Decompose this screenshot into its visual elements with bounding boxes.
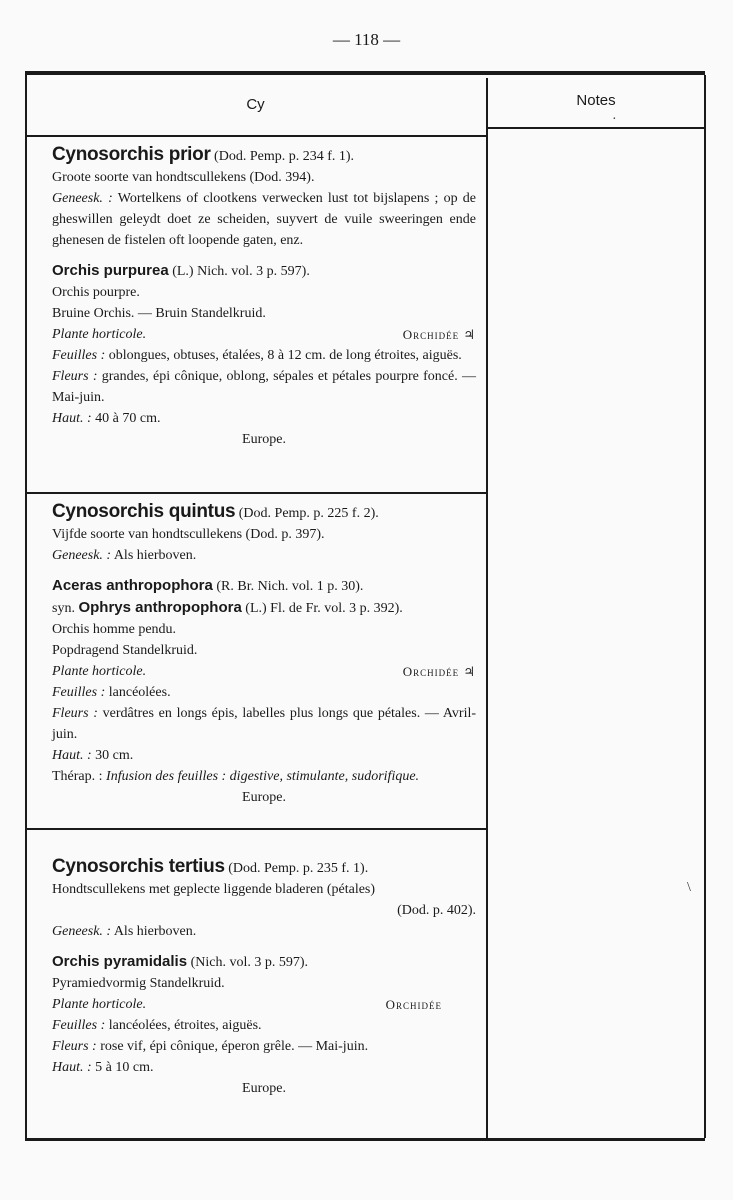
feuilles-text: oblongues, obtuses, étalées, 8 à 12 cm. de long étroites, aiguës. <box>108 348 462 363</box>
therap-text: Infusion des feuilles : digestive, stimulante, sudorifique. <box>106 769 420 784</box>
plante-horticole: Plante horticole. <box>52 664 147 679</box>
region: Europe. <box>242 432 286 447</box>
genus-title: Cynosorchis quintus <box>52 501 236 522</box>
flemish-name: Groote soorte van hondtscullekens (Dod. 394). <box>52 170 315 185</box>
header-rule-main <box>25 135 486 137</box>
species-reference: (L.) Nich. vol. 3 p. 597). <box>172 264 310 279</box>
title-reference: (Dod. Pemp. p. 225 f. 2). <box>238 506 379 521</box>
common-name-nl: Popdragend Standelkruid. <box>52 643 198 658</box>
species-reference: (R. Br. Nich. vol. 1 p. 30). <box>216 579 364 594</box>
geneesk-text: Als hierboven. <box>113 924 197 939</box>
flemish-name: Vijfde soorte van hondtscullekens (Dod. p. 397). <box>52 527 325 542</box>
common-name-fr: Orchis homme pendu. <box>52 622 177 637</box>
species-name: Aceras anthropophora <box>52 577 213 594</box>
right-border <box>704 75 706 1138</box>
plante-horticole: Plante horticole. <box>52 327 147 342</box>
feuilles-text: lancéolées. <box>108 685 171 700</box>
fleurs-label: Fleurs : <box>52 706 98 721</box>
left-border <box>25 75 27 1138</box>
title-reference: (Dod. Pemp. p. 235 f. 1). <box>228 861 369 876</box>
haut-label: Haut. : <box>52 411 92 426</box>
fleurs-label: Fleurs : <box>52 1039 97 1054</box>
bottom-rule <box>25 1138 705 1141</box>
therap-label: Thérap. : <box>52 769 103 784</box>
genus-title: Cynosorchis prior <box>52 144 211 165</box>
plante-horticole: Plante horticole. <box>52 997 147 1012</box>
genus-title: Cynosorchis tertius <box>52 856 225 877</box>
column-header-cy: Cy <box>246 96 265 113</box>
haut-text: 40 à 70 cm. <box>95 411 161 426</box>
fleurs-text: grandes, épi cônique, oblong, sépales et pétales pourpre foncé. — Mai-juin. <box>52 369 476 405</box>
syn-label: syn. <box>52 601 75 616</box>
fleurs-text: verdâtres en longs épis, labelles plus longs que pétales. — Avril-juin. <box>52 706 477 742</box>
feuilles-label: Feuilles : <box>52 1018 106 1033</box>
feuilles-label: Feuilles : <box>52 685 106 700</box>
section-divider-1 <box>25 492 486 494</box>
geneesk-label: Geneesk. : <box>52 548 112 563</box>
column-header-notes: Notes <box>576 92 616 109</box>
feuilles-text: lancéolées, étroites, aiguës. <box>108 1018 262 1033</box>
flemish-name: Hondtscullekens met geplecte liggende bladeren (pétales) <box>52 882 376 897</box>
header-rule-notes <box>488 127 704 129</box>
synonym-name: Ophrys anthropophora <box>78 599 242 616</box>
section-tertius <box>52 856 476 1099</box>
common-name-nl: Pyramiedvormig Standelkruid. <box>52 976 225 991</box>
species-reference: (Nich. vol. 3 p. 597). <box>190 955 308 970</box>
species-name: Orchis pyramidalis <box>52 953 188 970</box>
title-reference: (Dod. Pemp. p. 234 f. 1). <box>214 149 355 164</box>
stray-mark: \ <box>687 880 691 895</box>
common-name-fr: Orchis pourpre. <box>52 285 140 300</box>
top-rule <box>25 71 705 75</box>
section-quintus <box>52 501 476 808</box>
family-label: Orchidée <box>385 997 442 1012</box>
family-label: Orchidée ♃ <box>402 664 476 679</box>
fleurs-label: Fleurs : <box>52 369 98 384</box>
haut-text: 5 à 10 cm. <box>95 1060 154 1075</box>
common-name-nl: Bruine Orchis. — Bruin Standelkruid. <box>52 306 266 321</box>
page-number: — 118 — <box>332 30 401 49</box>
stray-mark: · <box>612 112 617 127</box>
geneesk-text: Als hierboven. <box>113 548 197 563</box>
family-label: Orchidée ♃ <box>402 327 476 342</box>
section-prior <box>52 144 476 450</box>
haut-label: Haut. : <box>52 1060 92 1075</box>
synonym-reference: (L.) Fl. de Fr. vol. 3 p. 392). <box>245 601 403 616</box>
species-name: Orchis purpurea <box>52 262 169 279</box>
geneesk-label: Geneesk. : <box>52 191 113 206</box>
section-divider-2 <box>25 828 486 830</box>
column-divider <box>486 78 488 1138</box>
fleurs-text: rose vif, épi cônique, éperon grêle. — Mai-juin. <box>100 1039 369 1054</box>
haut-label: Haut. : <box>52 748 92 763</box>
flemish-reference: (Dod. p. 402). <box>397 903 476 918</box>
geneesk-text: Wortelkens of clootkens verwecken lust tot bijslapens ; op de gheswillen geleydt doet ze scheiden, suyvert de vuile sweeringen ende ghenesen de fistelen oft loopende gaten, enz. <box>52 191 476 248</box>
feuilles-label: Feuilles : <box>52 348 106 363</box>
region: Europe. <box>242 790 286 805</box>
geneesk-label: Geneesk. : <box>52 924 112 939</box>
region: Europe. <box>242 1081 286 1096</box>
haut-text: 30 cm. <box>95 748 134 763</box>
